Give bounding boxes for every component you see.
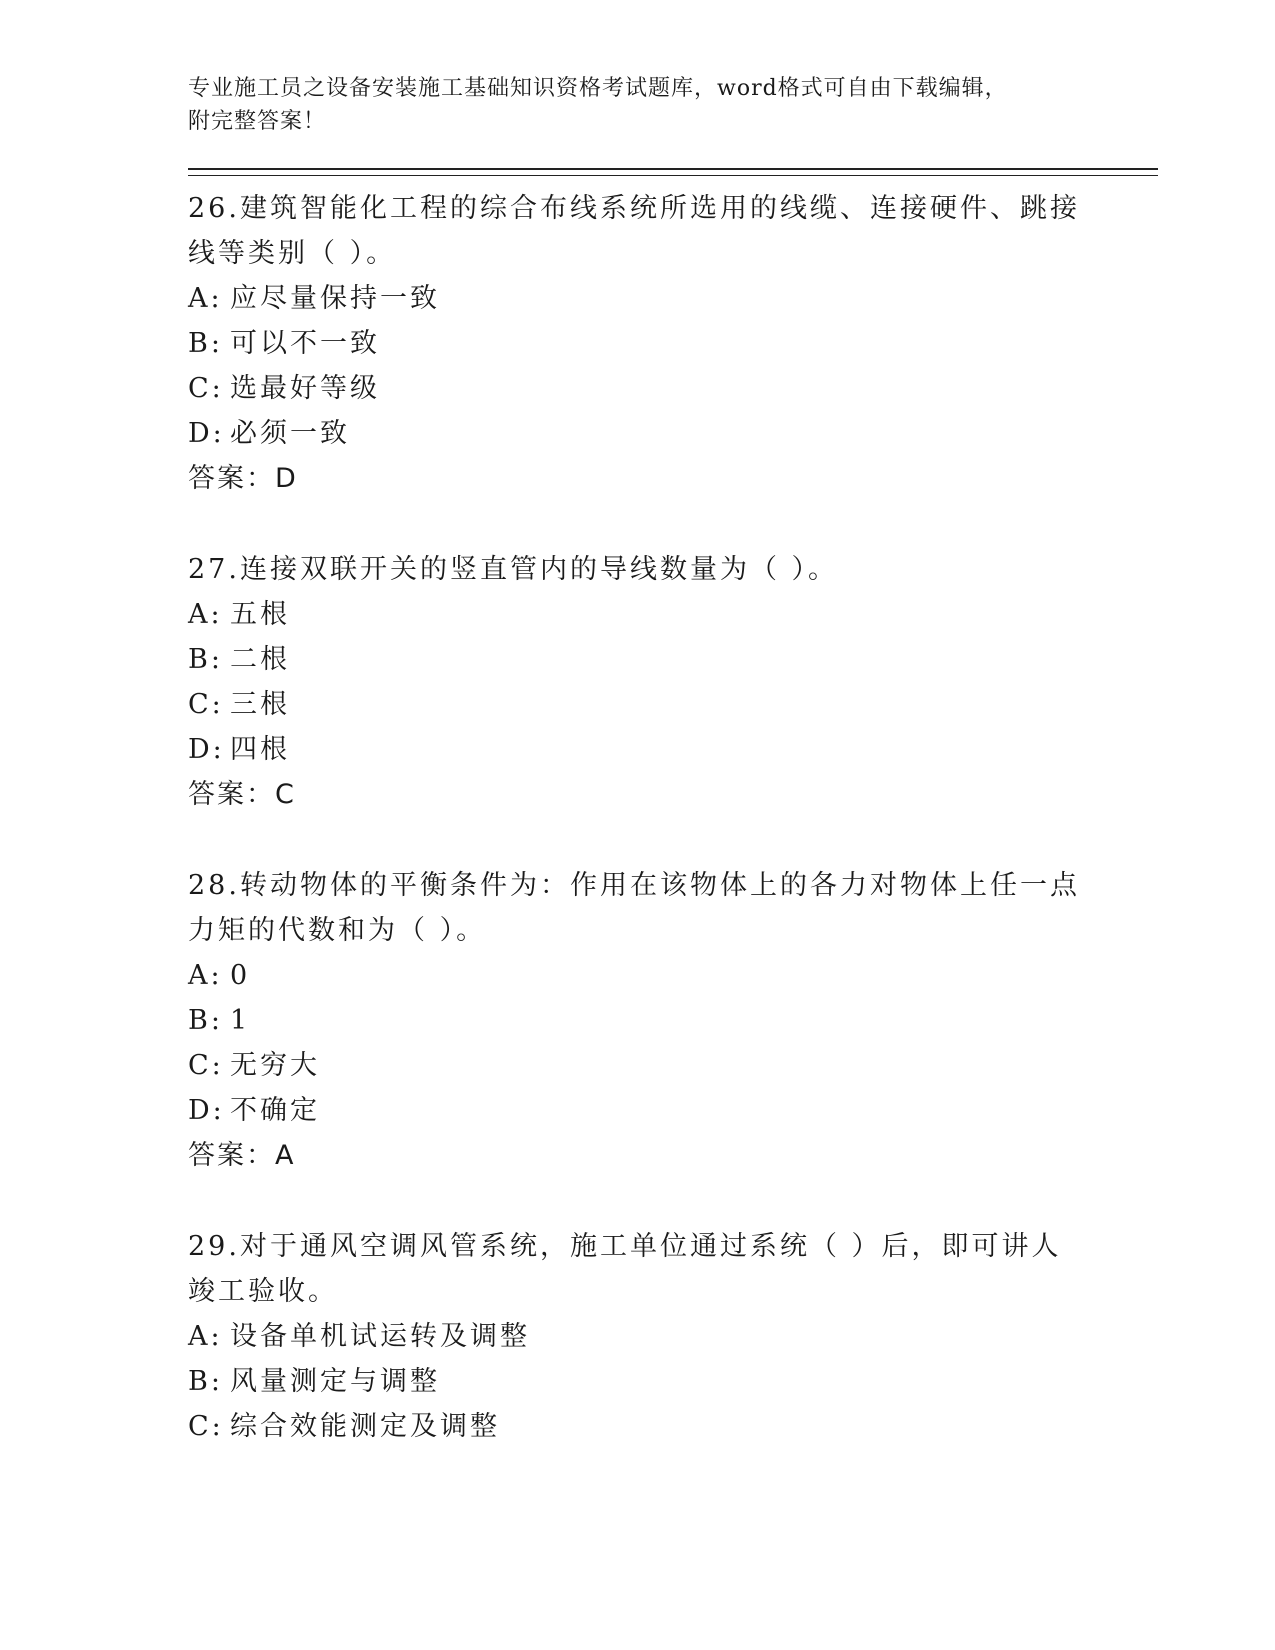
question-stem: 26.建筑智能化工程的综合布线系统所选用的线缆、连接硬件、跳接线等类别（ ）。 bbox=[188, 193, 1080, 269]
option-key: D: bbox=[188, 418, 225, 449]
option-text: 选最好等级 bbox=[230, 373, 380, 404]
option-key: B: bbox=[188, 328, 223, 359]
answer-line: 答案：C bbox=[188, 779, 296, 810]
option-text: 应尽量保持一致 bbox=[230, 283, 440, 314]
question-29 bbox=[188, 1224, 1158, 1449]
option-text: 必须一致 bbox=[230, 418, 350, 449]
question-stem: 27.连接双联开关的竖直管内的导线数量为（ ）。 bbox=[188, 554, 839, 585]
option-key: A: bbox=[188, 1321, 223, 1352]
header-line-1: 专业施工员之设备安装施工基础知识资格考试题库，word格式可自由下载编辑， bbox=[188, 76, 1008, 101]
option-text: 综合效能测定及调整 bbox=[230, 1411, 500, 1442]
option-key: B: bbox=[188, 644, 223, 675]
option-c bbox=[188, 682, 1158, 727]
option-c bbox=[188, 1404, 1158, 1449]
option-key: A: bbox=[188, 283, 223, 314]
option-a bbox=[188, 1314, 1158, 1359]
question-stem: 28.转动物体的平衡条件为：作用在该物体上的各力对物体上任一点力矩的代数和为（ ）。 bbox=[188, 870, 1080, 946]
option-text: 1 bbox=[230, 1005, 251, 1036]
option-text: 五根 bbox=[230, 599, 290, 630]
option-key: A: bbox=[188, 599, 223, 630]
option-d bbox=[188, 411, 1158, 456]
option-text: 风量测定与调整 bbox=[230, 1366, 440, 1397]
option-key: A: bbox=[188, 960, 223, 991]
option-text: 无穷大 bbox=[230, 1050, 320, 1081]
option-text: 设备单机试运转及调整 bbox=[230, 1321, 530, 1352]
question-26 bbox=[188, 186, 1158, 501]
option-a bbox=[188, 592, 1158, 637]
option-key: B: bbox=[188, 1366, 223, 1397]
option-a bbox=[188, 276, 1158, 321]
option-key: C: bbox=[188, 1411, 224, 1442]
question-27 bbox=[188, 547, 1158, 817]
answer-line: 答案：D bbox=[188, 463, 298, 494]
option-text: 三根 bbox=[230, 689, 290, 720]
option-d bbox=[188, 1088, 1158, 1133]
option-text: 二根 bbox=[230, 644, 290, 675]
option-key: D: bbox=[188, 734, 225, 765]
option-key: C: bbox=[188, 689, 224, 720]
question-stem: 29.对于通风空调风管系统，施工单位通过系统（ ）后，即可讲人竣工验收。 bbox=[188, 1231, 1062, 1307]
question-28 bbox=[188, 863, 1158, 1178]
option-b bbox=[188, 998, 1158, 1043]
option-key: C: bbox=[188, 373, 224, 404]
option-a bbox=[188, 953, 1158, 998]
option-c bbox=[188, 1043, 1158, 1088]
option-d bbox=[188, 727, 1158, 772]
header-divider bbox=[188, 168, 1158, 176]
option-c bbox=[188, 366, 1158, 411]
option-text: 不确定 bbox=[230, 1095, 320, 1126]
option-text: 四根 bbox=[230, 734, 290, 765]
document-page bbox=[188, 72, 1158, 1449]
option-b bbox=[188, 1359, 1158, 1404]
option-b bbox=[188, 637, 1158, 682]
option-key: C: bbox=[188, 1050, 224, 1081]
option-text: 可以不一致 bbox=[230, 328, 380, 359]
option-b bbox=[188, 321, 1158, 366]
option-key: D: bbox=[188, 1095, 225, 1126]
option-text: 0 bbox=[230, 960, 251, 991]
header-line-2: 附完整答案！ bbox=[188, 109, 327, 134]
document-header bbox=[188, 72, 1158, 138]
option-key: B: bbox=[188, 1005, 223, 1036]
answer-line: 答案：A bbox=[188, 1140, 296, 1171]
